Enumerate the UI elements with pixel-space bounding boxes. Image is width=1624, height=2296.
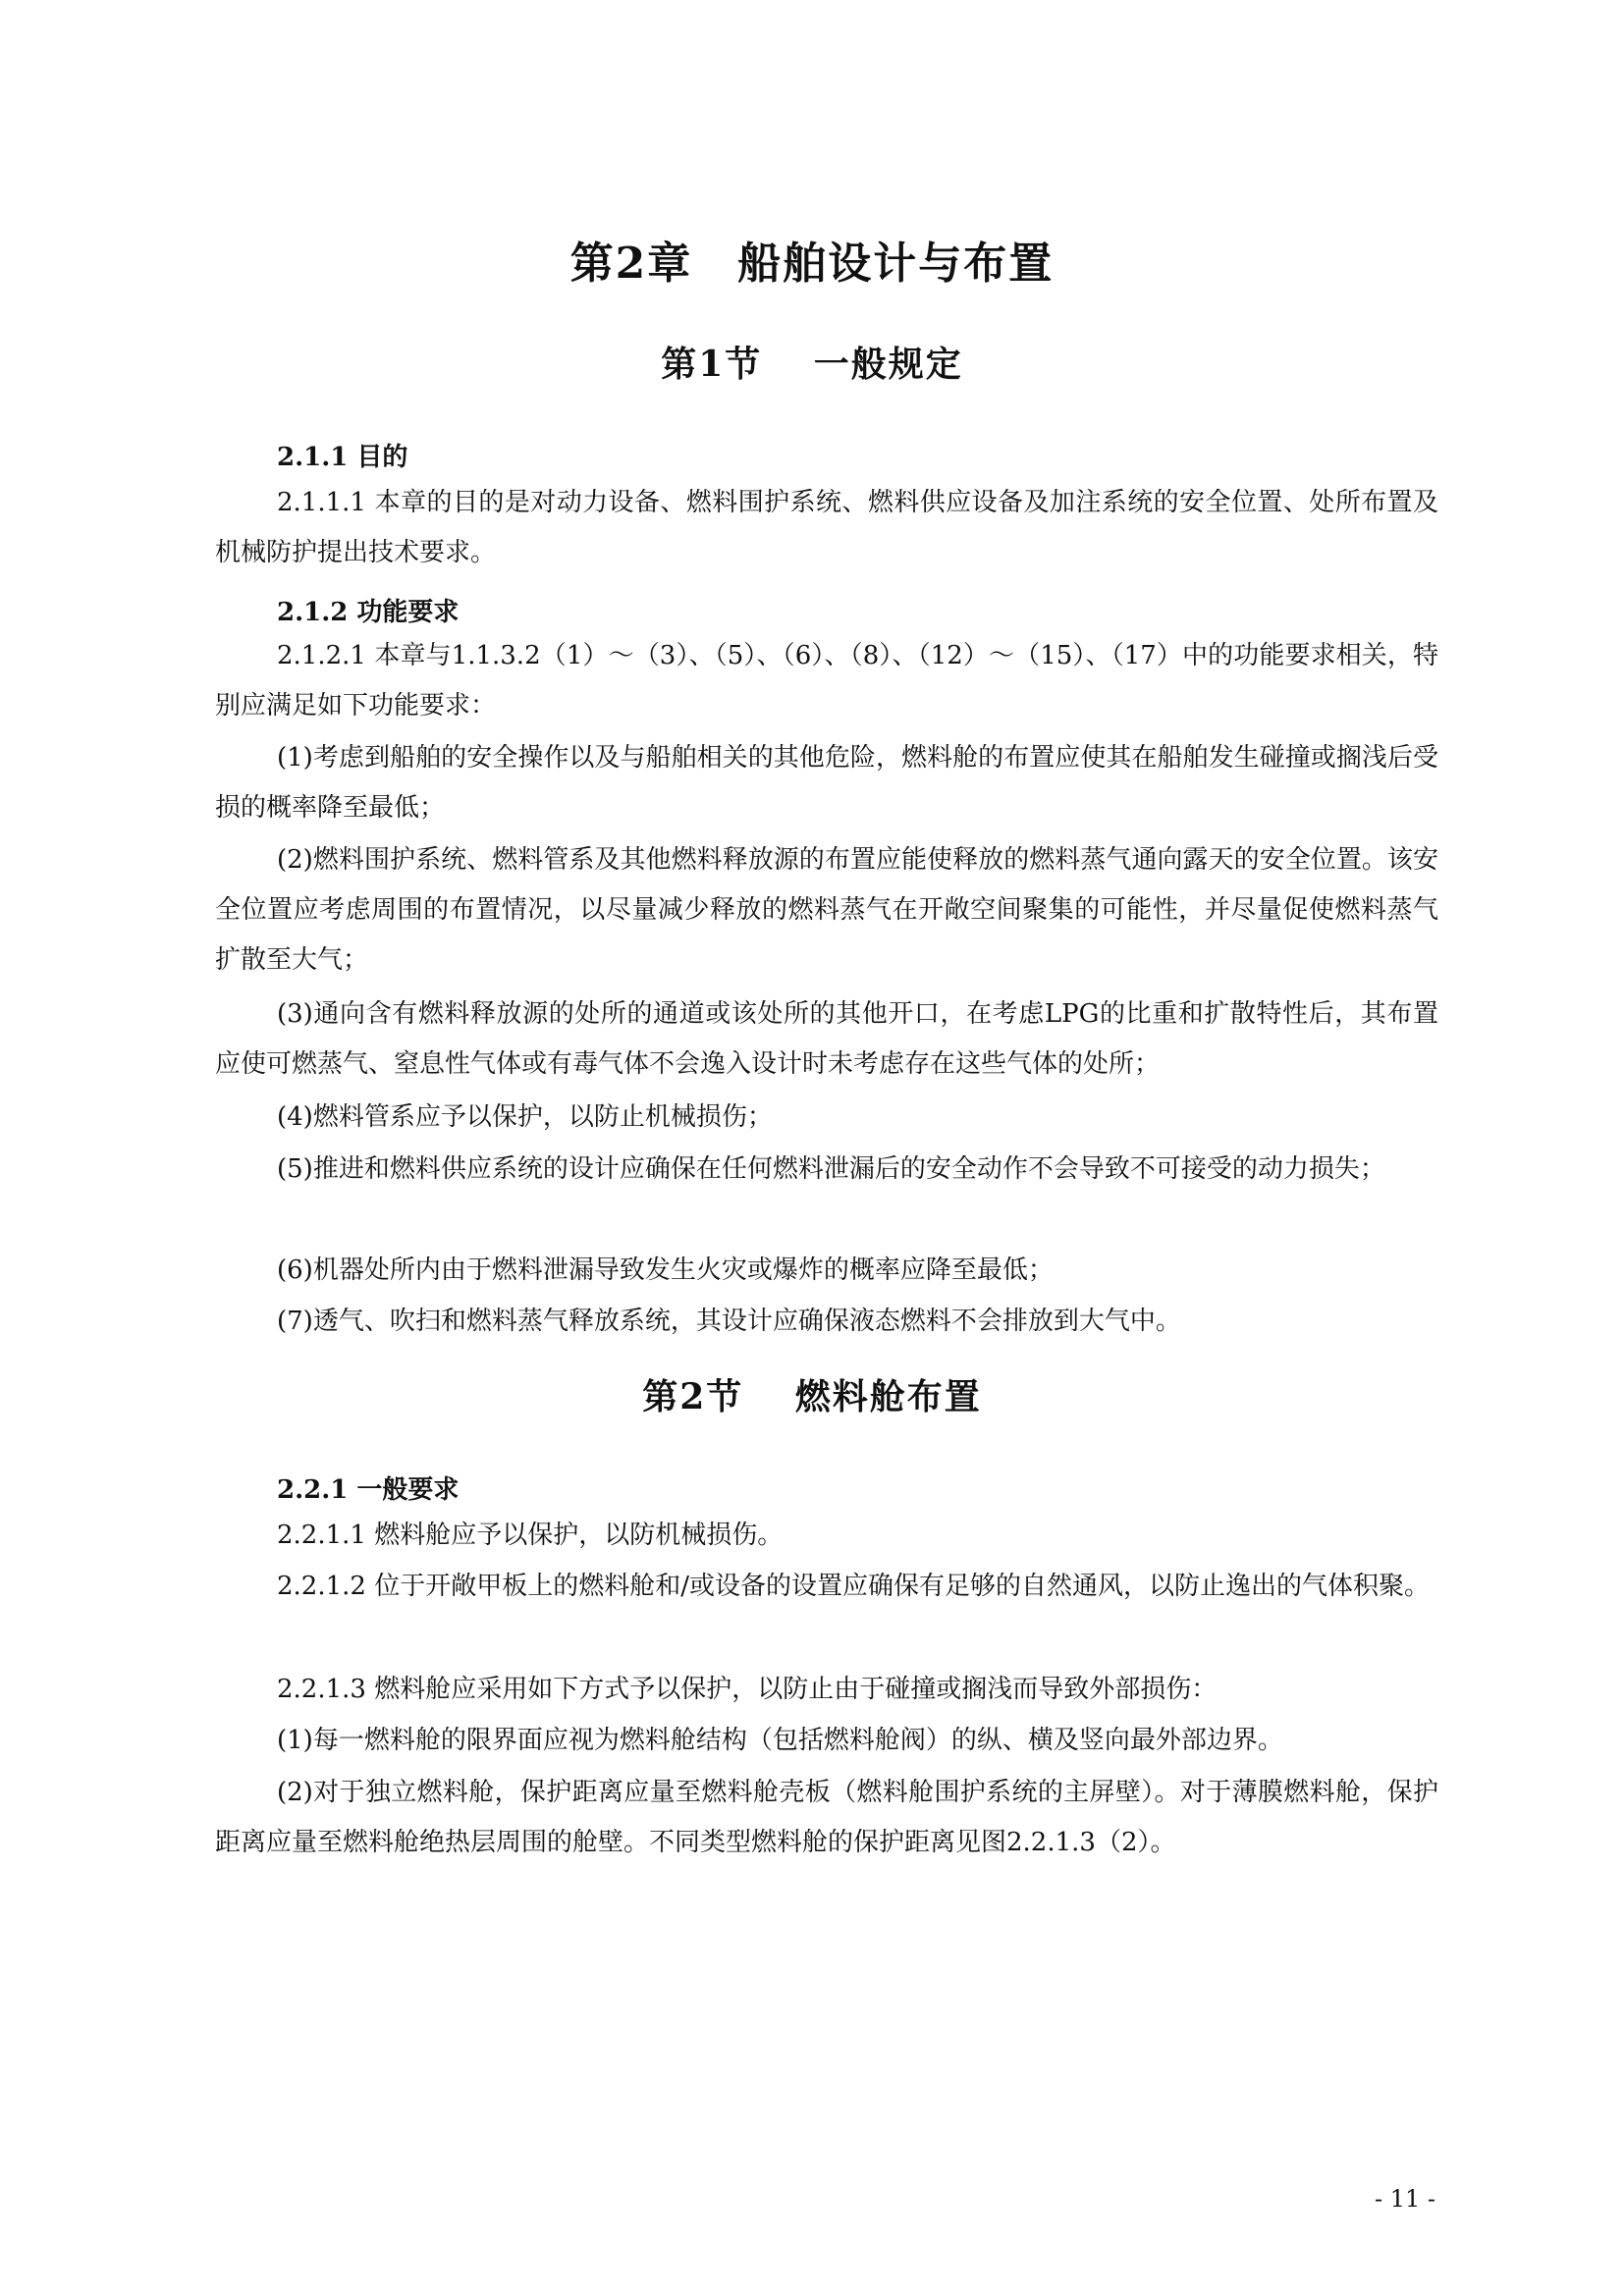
list-item-4: (4)燃料管系应予以保护，以防止机械损伤；: [277, 1102, 773, 1132]
list-item-6: (6)机器处所内由于燃料泄漏导致发生火灾或爆炸的概率应降至最低；: [277, 1255, 1054, 1285]
heading-2-2-1: 2.2.1 一般要求: [277, 1475, 460, 1505]
chapter-title: 第2章 船舶设计与布置: [569, 239, 1055, 289]
paragraph-2-1-2-1: 2.1.2.1 本章与1.1.3.2（1）～（3）、（5）、（6）、（8）、（12）～（15）、（17）中的功能要求相关，特别应满足如下功能要求：: [215, 641, 1438, 721]
list-item-2: (2)燃料围护系统、燃料管系及其他燃料释放源的布置应能使释放的燃料蒸气通向露天的安全位置。该安全位置应考虑周围的布置情况，以尽量减少释放的燃料蒸气在开敞空间聚集的可能性，并尽量促使燃料蒸气扩散至大气；: [215, 845, 1438, 975]
section-1-title: 第1节 一般规定: [661, 344, 963, 385]
list-item-7: (7)透气、吹扫和燃料蒸气释放系统，其设计应确保液态燃料不会排放到大气中。: [277, 1307, 1181, 1336]
list-item-1: (1)考虑到船舶的安全操作以及与船舶相关的其他危险，燃料舱的布置应使其在船舶发生碰撞或搁浅后受损的概率降至最低；: [215, 743, 1438, 823]
paragraph-2-2-1-2: 2.2.1.2 位于开敞甲板上的燃料舱和/或设备的设置应确保有足够的自然通风，以防止逸出的气体积聚。: [277, 1572, 1430, 1601]
page-number: - 11 -: [1374, 2185, 1435, 2213]
section-2-title: 第2节 燃料舱布置: [642, 1376, 982, 1417]
list-item-3: (3)通向含有燃料释放源的处所的通道或该处所的其他开口，在考虑LPG的比重和扩散特性后，其布置应使可燃蒸气、窒息性气体或有毒气体不会逸入设计时未考虑存在这些气体的处所；: [215, 999, 1438, 1079]
list-item-2-2-2: (2)对于独立燃料舱，保护距离应量至燃料舱壳板（燃料舱围护系统的主屏壁）。对于薄膜燃料舱，保护距离应量至燃料舱绝热层周围的舱壁。不同类型燃料舱的保护距离见图2.2.1.3（2）。: [215, 1778, 1438, 1857]
heading-2-1-1: 2.1.1 目的: [277, 443, 408, 472]
list-item-2-2-1: (1)每一燃料舱的限界面应视为燃料舱结构（包括燃料舱阀）的纵、横及竖向最外部边界。: [277, 1726, 1283, 1755]
paragraph-2-1-1-1: 2.1.1.1 本章的目的是对动力设备、燃料围护系统、燃料供应设备及加注系统的安全位置、处所布置及机械防护提出技术要求。: [215, 488, 1438, 567]
paragraph-2-2-1-3: 2.2.1.3 燃料舱应采用如下方式予以保护，以防止由于碰撞或搁浅而导致外部损伤：: [277, 1675, 1218, 1704]
paragraph-2-2-1-1: 2.2.1.1 燃料舱应予以保护，以防机械损伤。: [277, 1521, 784, 1550]
heading-2-1-2: 2.1.2 功能要求: [277, 598, 460, 627]
list-item-5: (5)推进和燃料供应系统的设计应确保在任何燃料泄漏后的安全动作不会导致不可接受的动力损失；: [277, 1154, 1385, 1184]
